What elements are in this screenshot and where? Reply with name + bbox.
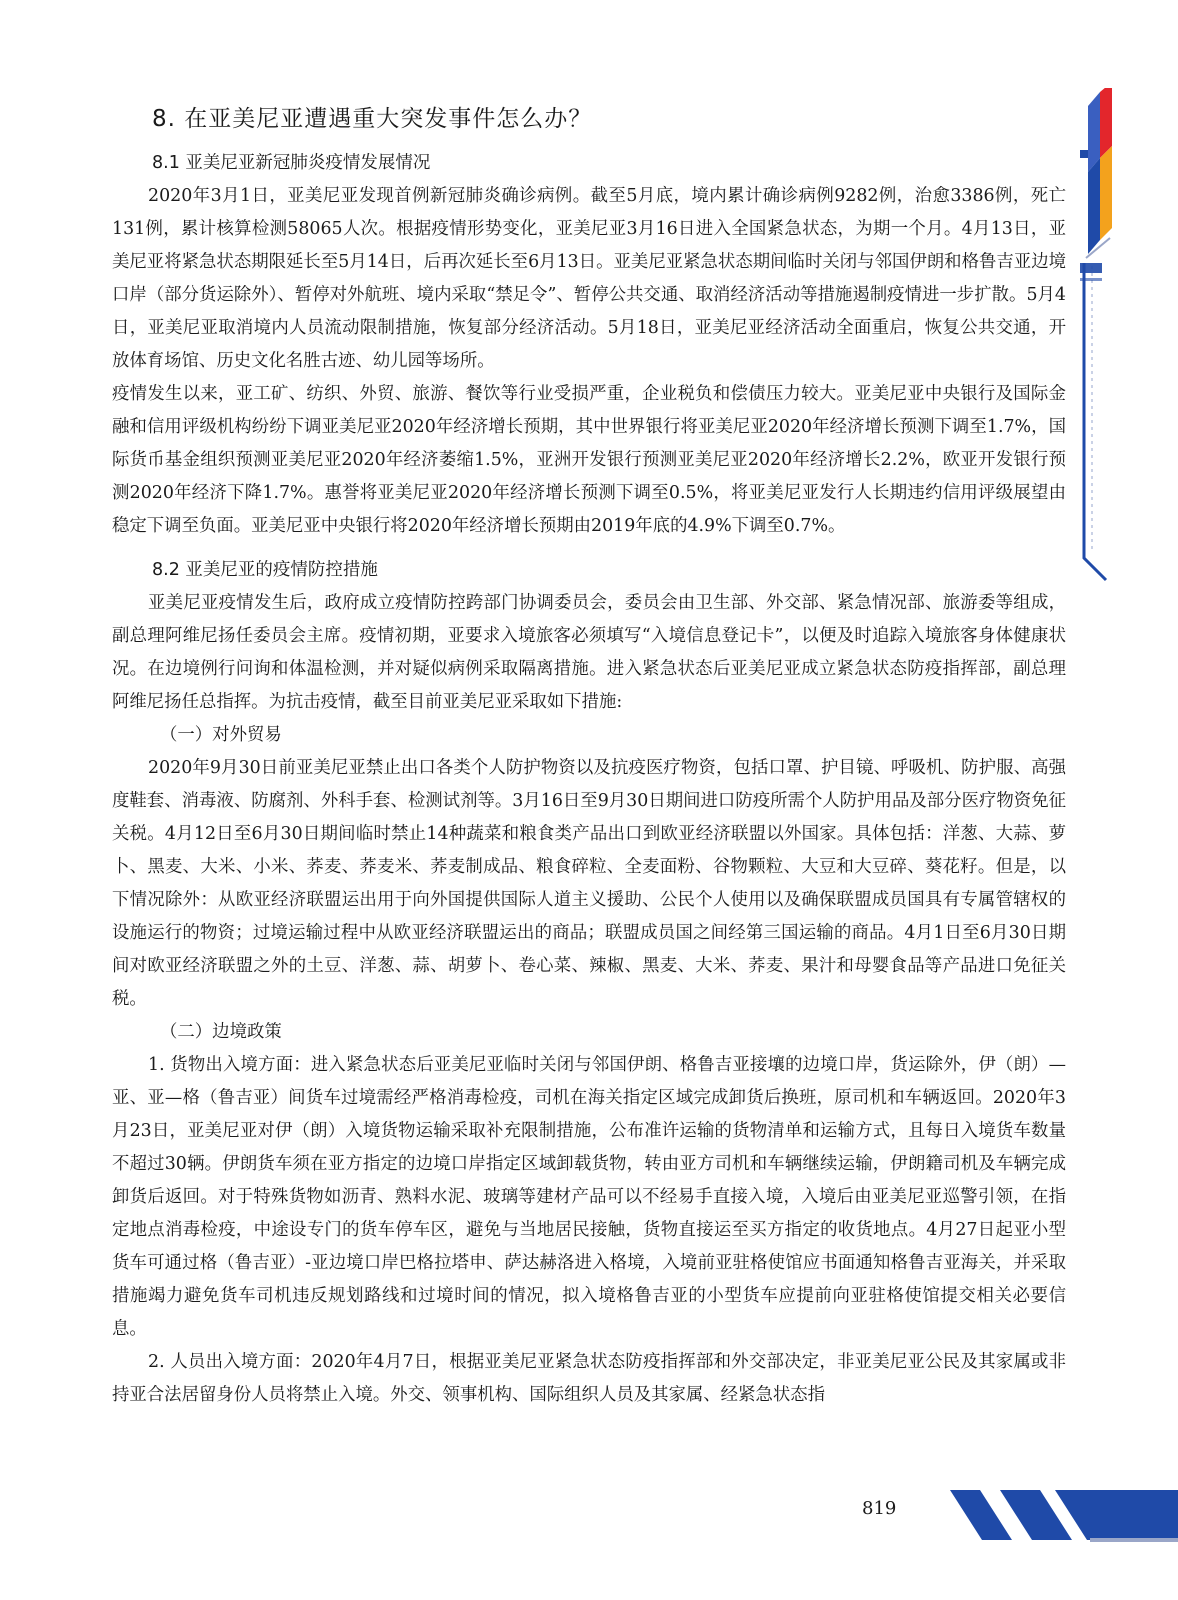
paragraph: 疫情发生以来，亚工矿、纺织、外贸、旅游、餐饮等行业受损严重，企业税负和偿债压力较大。亚美尼亚中央银行及国际金融和信用评级机构纷纷下调亚美尼亚2020年经济增长预期，其中世界银行将亚美尼亚2020年经济增长预测下调至1.7%，国际货币基金组织预测亚美尼亚2020年经济萎缩1.5%，亚洲开发银行预测亚美尼亚2020年经济增长2.2%，欧亚开发银行预测2020年经济下降1.7%。惠誉将亚美尼亚2020年经济增长预测下调至0.5%，将亚美尼亚发行人长期违约信用评级展望由稳定下调至负面。亚美尼亚中央银行将2020年经济增长预期由2019年底的4.9%下调至0.7%。: [112, 384, 1066, 536]
paragraph: 亚美尼亚疫情发生后，政府成立疫情防控跨部门协调委员会，委员会由卫生部、外交部、紧急情况部、旅游委等组成，副总理阿维尼扬任委员会主席。疫情初期，亚要求入境旅客必须填写“入境信息登记卡”，以便及时追踪入境旅客身体健康状况。在边境例行问询和体温检测，并对疑似病例采取隔离措施。进入紧急状态后亚美尼亚成立紧急状态防疫指挥部，副总理阿维尼扬任总指挥。为抗击疫情，截至目前亚美尼亚采取如下措施:: [112, 593, 1066, 712]
chapter-heading: 8. 在亚美尼亚遭遇重大突发事件怎么办？: [152, 106, 593, 132]
page-content: [112, 104, 1066, 1412]
subheading: （二）边境政策: [160, 1022, 282, 1042]
paragraph: 2020年3月1日，亚美尼亚发现首例新冠肺炎确诊病例。截至5月底，境内累计确诊病例9282例，治愈3386例，死亡131例，累计核算检测58065人次。根据疫情形势变化，亚美尼亚3月16日进入全国紧急状态，为期一个月。4月13日，亚美尼亚将紧急状态期限延长至5月14日，后再次延长至6月13日。亚美尼亚紧急状态期间临时关闭与邻国伊朗和格鲁吉亚边境口岸（部分货运除外）、暂停对外航班、境内采取“禁足令”、暂停公共交通、取消经济活动等措施遏制疫情进一步扩散。5月4日，亚美尼亚取消境内人员流动限制措施，恢复部分经济活动。5月18日，亚美尼亚经济活动全面重启，恢复公共交通，开放体育场馆、历史文化名胜古迹、幼儿园等场所。: [112, 186, 1066, 371]
paragraph: 2020年9月30日前亚美尼亚禁止出口各类个人防护物资以及抗疫医疗物资，包括口罩、护目镜、呼吸机、防护服、高强度鞋套、消毒液、防腐剂、外科手套、检测试剂等。3月16日至9月30日期间进口防疫所需个人防护用品及部分医疗物资免征关税。4月12日至6月30日期间临时禁止14种蔬菜和粮食类产品出口到欧亚经济联盟以外国家。具体包括：洋葱、大蒜、萝卜、黑麦、大米、小米、荞麦、荞麦米、荞麦制成品、粮食碎粒、全麦面粉、谷物颗粒、大豆和大豆碎、葵花籽。但是，以下情况除外：从欧亚经济联盟运出用于向外国提供国际人道主义援助、公民个人使用以及确保联盟成员国具有专属管辖权的设施运行的物资；过境运输过程中从欧亚经济联盟运出的商品；联盟成员国之间经第三国运输的商品。4月1日至6月30日期间对欧亚经济联盟之外的土豆、洋葱、蒜、胡萝卜、卷心菜、辣椒、黑麦、大米、荞麦、果汁和母婴食品等产品进口免征关税。: [112, 758, 1066, 1009]
section-title: 8.2 亚美尼亚的疫情防控措施: [152, 560, 378, 580]
footer-stripe-decoration: [940, 1490, 1178, 1552]
subheading: （一）对外贸易: [160, 725, 282, 745]
page-number: 819: [862, 1498, 897, 1519]
side-flag-decoration: [1080, 88, 1178, 588]
paragraph: 2. 人员出入境方面：2020年4月7日，根据亚美尼亚紧急状态防疫指挥部和外交部决定，非亚美尼亚公民及其家属或非持亚合法居留身份人员将禁止入境。外交、领事机构、国际组织人员及其家属、经紧急状态指: [112, 1352, 1066, 1405]
paragraph: 1. 货物出入境方面：进入紧急状态后亚美尼亚临时关闭与邻国伊朗、格鲁吉亚接壤的边境口岸，货运除外，伊（朗）—亚、亚—格（鲁吉亚）间货车过境需经严格消毒检疫，司机在海关指定区域完成卸货后换班，原司机和车辆返回。2020年3月23日，亚美尼亚对伊（朗）入境货物运输采取补充限制措施，公布准许运输的货物清单和运输方式，且每日入境货车数量不超过30辆。伊朗货车须在亚方指定的边境口岸指定区域卸载货物，转由亚方司机和车辆继续运输，伊朗籍司机及车辆完成卸货后返回。对于特殊货物如沥青、熟料水泥、玻璃等建材产品可以不经易手直接入境，入境后由亚美尼亚巡警引领，在指定地点消毒检疫，中途设专门的货车停车区，避免与当地居民接触，货物直接运至买方指定的收货地点。4月27日起亚小型货车可通过格（鲁吉亚）-亚边境口岸巴格拉塔申、萨达赫洛进入格境，入境前亚驻格使馆应书面通知格鲁吉亚海关，并采取措施竭力避免货车司机违反规划路线和过境时间的情况，拟入境格鲁吉亚的小型货车应提前向亚驻格使馆提交相关必要信息。: [112, 1055, 1066, 1339]
section-title: 8.1 亚美尼亚新冠肺炎疫情发展情况: [152, 153, 431, 173]
